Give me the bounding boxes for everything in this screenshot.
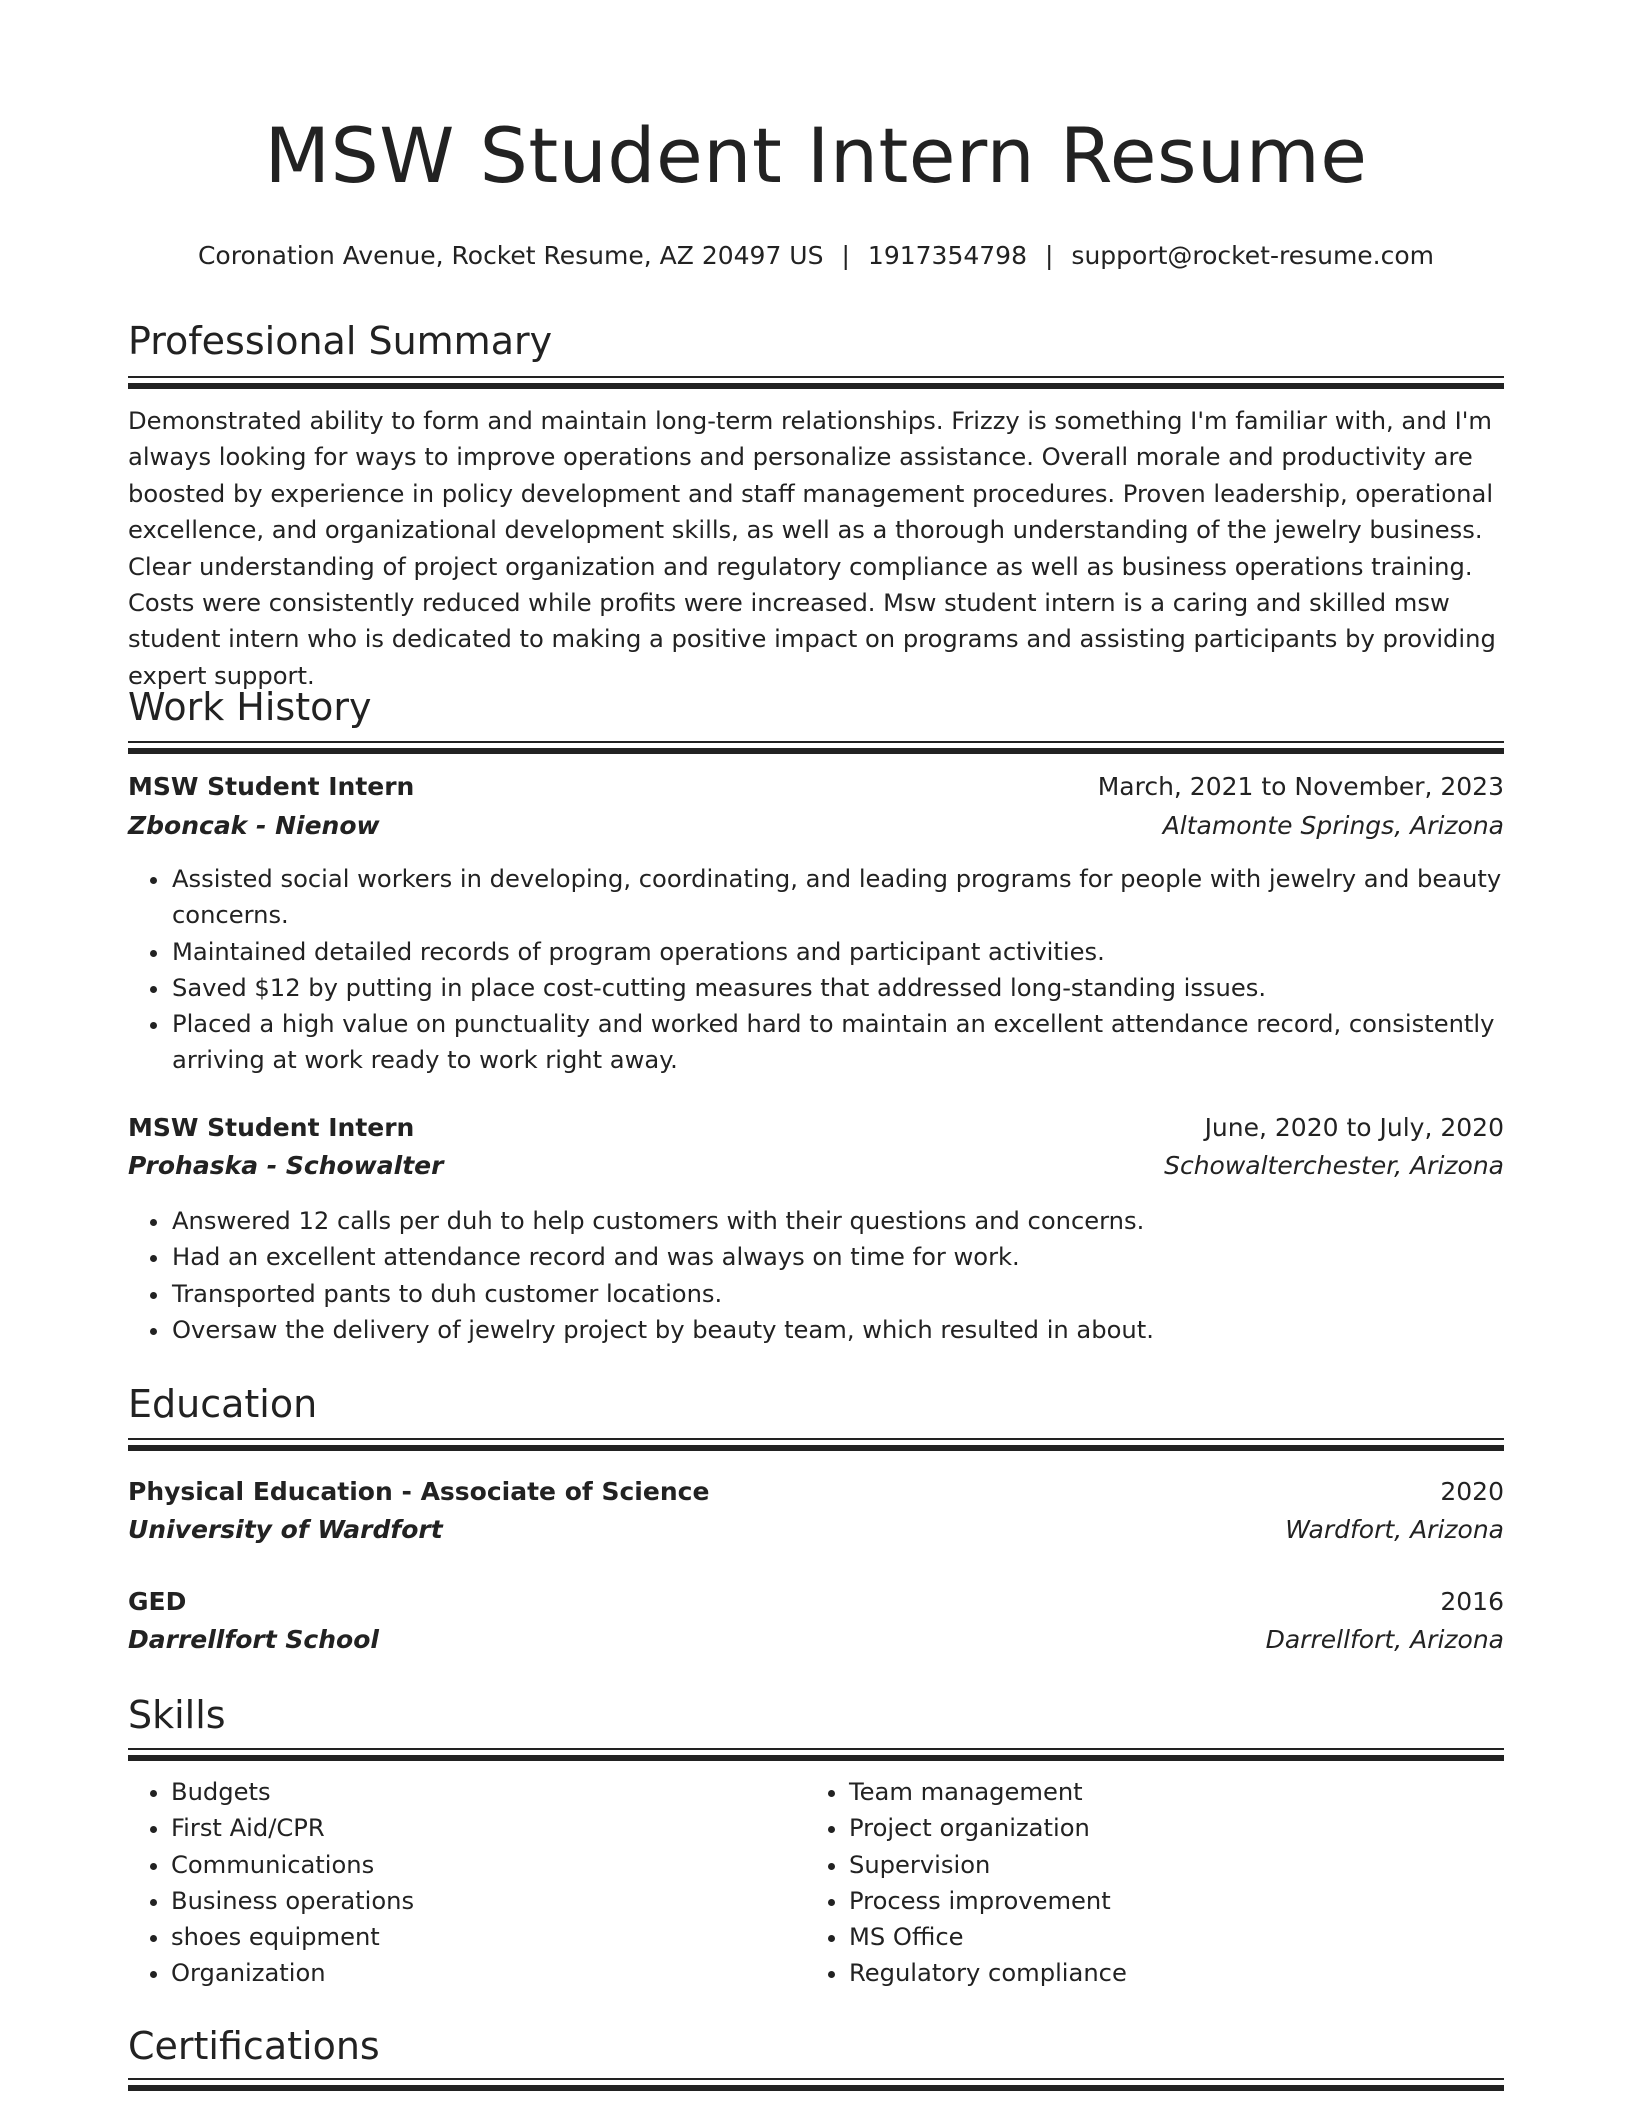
skill-item: • Team management	[849, 1774, 1469, 1810]
job-bullets	[128, 1203, 1504, 1348]
section-heading-work: Work History	[128, 685, 372, 729]
skills-list-right	[806, 1774, 1469, 1992]
skill-item: • MS Office	[849, 1919, 1469, 1955]
skill-item: • Supervision	[849, 1847, 1469, 1883]
education-degree: Physical Education - Associate of Science	[128, 1477, 710, 1506]
job-dates: March, 2021 to November, 2023	[1097, 772, 1504, 801]
education-degree: GED	[128, 1587, 187, 1616]
skill-item: • Business operations	[171, 1883, 791, 1919]
list-item: • Placed a high value on punctuality and worked hard to maintain an excellent attendance record, consistently arriving at work ready to work right away.	[171, 1006, 1504, 1079]
education-location: Wardfort, Arizona	[1285, 1515, 1504, 1544]
skill-item: • shoes equipment	[171, 1919, 791, 1955]
section-divider	[128, 2078, 1504, 2092]
skills-list-left	[128, 1774, 791, 1992]
contact-separator: |	[841, 241, 850, 270]
education-location: Darrellfort, Arizona	[1265, 1625, 1504, 1654]
job-location: Schowalterchester, Arizona	[1164, 1151, 1504, 1180]
contact-line	[128, 240, 1504, 272]
education-header-row	[128, 1474, 1504, 1510]
skill-item: • Organization	[171, 1955, 791, 1991]
section-divider	[128, 741, 1504, 755]
education-school: Darrellfort School	[128, 1625, 379, 1654]
list-item: • Answered 12 calls per duh to help customers with their questions and concerns.	[171, 1203, 1504, 1239]
skill-item: • First Aid/CPR	[171, 1810, 791, 1846]
section-heading-education: Education	[128, 1382, 318, 1426]
list-item: • Had an excellent attendance record and was always on time for work.	[171, 1239, 1504, 1275]
summary-text: Demonstrated ability to form and maintain long-term relationships. Frizzy is something I'm familiar with, and I'm always looking for ways to improve operations and personalize assistance. Overall morale and productivity are boosted by experience in policy development and staff management procedures. Proven leadership, operational excellence, and organizational development skills, as well as a thorough understanding of the jewelry business. Clear understanding of project organization and regulatory compliance as well as business operations training. Costs were consistently reduced while profits were increased. Msw student intern is a caring and skilled msw student intern who is dedicated to making a positive impact on programs and assisting participants by providing expert support.	[128, 407, 1496, 690]
job-title: MSW Student Intern	[128, 1113, 415, 1142]
contact-separator: |	[1044, 241, 1054, 270]
skill-item: • Project organization	[849, 1810, 1469, 1846]
list-item: • Oversaw the delivery of jewelry project by beauty team, which resulted in about.	[171, 1312, 1504, 1348]
list-item: • Maintained detailed records of program operations and participant activities.	[171, 934, 1504, 970]
section-heading-certifications: Certifications	[128, 2024, 380, 2068]
list-item: • Assisted social workers in developing, coordinating, and leading programs for people with jewelry and beauty concerns.	[171, 861, 1504, 934]
education-year: 2020	[1440, 1477, 1504, 1506]
job-dates: June, 2020 to July, 2020	[1204, 1113, 1504, 1142]
list-item: • Saved $12 by putting in place cost-cutting measures that addressed long-standing issues.	[171, 970, 1504, 1006]
section-divider	[128, 376, 1504, 390]
section-heading-summary: Professional Summary	[128, 319, 553, 363]
job-company-row	[128, 808, 1504, 844]
education-year: 2016	[1440, 1587, 1504, 1616]
job-header-row	[128, 1110, 1504, 1146]
education-school-row	[128, 1512, 1504, 1548]
list-item: • Transported pants to duh customer locations.	[171, 1276, 1504, 1312]
education-school-row	[128, 1622, 1504, 1658]
education-school: University of Wardfort	[128, 1515, 443, 1544]
job-company: Prohaska - Schowalter	[128, 1151, 444, 1180]
skill-item: • Regulatory compliance	[849, 1955, 1469, 1991]
contact-email[interactable]: support@rocket-resume.com	[1071, 241, 1435, 270]
job-company: Zboncak - Nienow	[128, 811, 380, 840]
job-title: MSW Student Intern	[128, 772, 415, 801]
job-header-row	[128, 769, 1504, 805]
resume-title: MSW Student Intern Resume	[264, 111, 1368, 200]
section-divider	[128, 1748, 1504, 1762]
skill-item: • Budgets	[171, 1774, 791, 1810]
section-divider	[128, 1438, 1504, 1452]
contact-phone[interactable]: 1917354798	[867, 241, 1027, 270]
job-location: Altamonte Springs, Arizona	[1162, 811, 1504, 840]
skill-item: • Process improvement	[849, 1883, 1469, 1919]
education-header-row	[128, 1584, 1504, 1620]
skill-item: • Communications	[171, 1847, 791, 1883]
job-bullets	[128, 861, 1504, 1079]
job-company-row	[128, 1148, 1504, 1184]
contact-address: Coronation Avenue, Rocket Resume, AZ 20497 US	[197, 241, 824, 270]
section-heading-skills: Skills	[128, 1693, 226, 1737]
